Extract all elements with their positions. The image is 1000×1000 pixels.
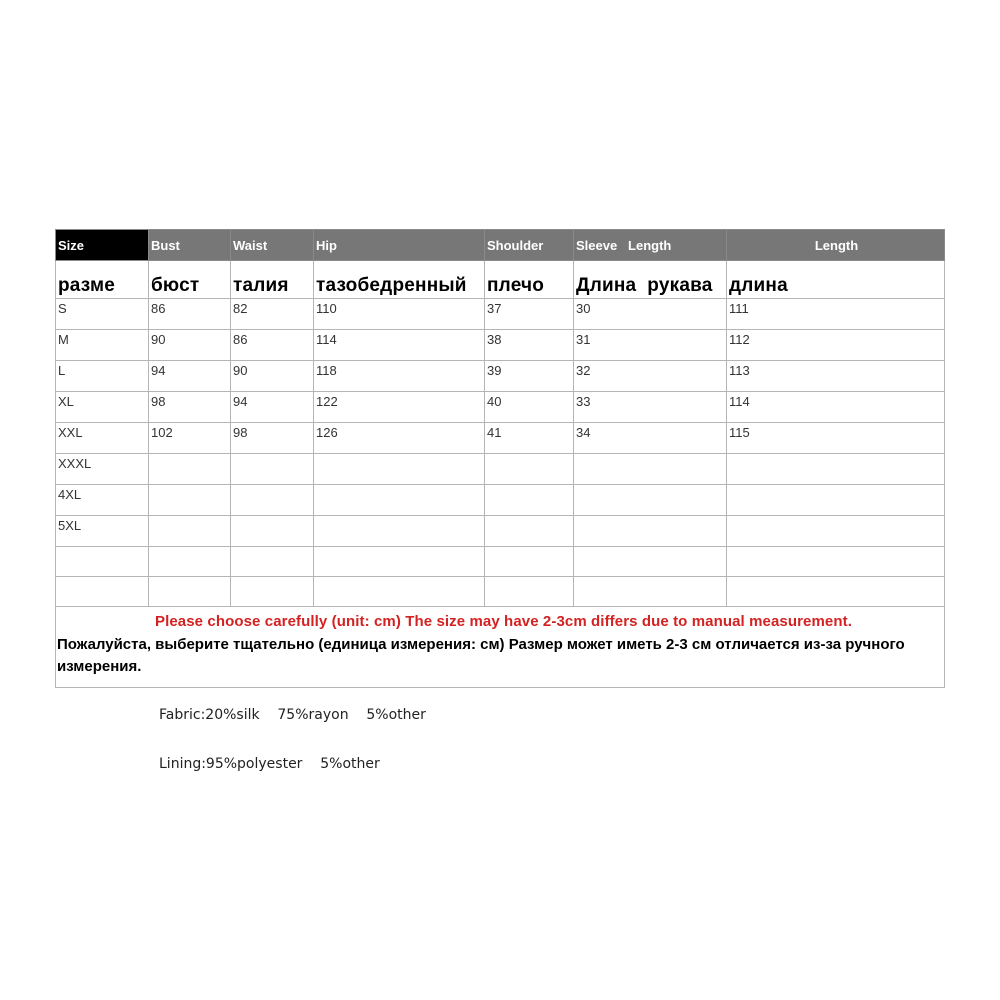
cell-size: [56, 547, 149, 577]
cell-sleeve-length: 33: [574, 392, 727, 423]
cell-sleeve-length: [574, 454, 727, 485]
cell-hip: [314, 547, 485, 577]
cell-shoulder: [485, 547, 574, 577]
cell-hip: 110: [314, 299, 485, 330]
cell-hip: 118: [314, 361, 485, 392]
header-shoulder: Shoulder: [485, 230, 574, 261]
cell-waist: [231, 577, 314, 607]
cell-size: 4XL: [56, 485, 149, 516]
cell-bust: [149, 454, 231, 485]
cell-length: [727, 454, 945, 485]
cell-sleeve-length: [574, 547, 727, 577]
notice-row: [56, 607, 945, 688]
header-ru-shoulder: плечо: [485, 261, 574, 299]
table-row: [56, 299, 945, 330]
cell-length: 114: [727, 392, 945, 423]
header-size: Size: [56, 230, 149, 261]
cell-sleeve-length: 32: [574, 361, 727, 392]
cell-bust: 90: [149, 330, 231, 361]
cell-size: S: [56, 299, 149, 330]
header-length: Length: [727, 230, 945, 261]
cell-shoulder: 41: [485, 423, 574, 454]
cell-sleeve-length: 31: [574, 330, 727, 361]
cell-hip: 122: [314, 392, 485, 423]
header-waist: Waist: [231, 230, 314, 261]
cell-size: L: [56, 361, 149, 392]
cell-shoulder: 39: [485, 361, 574, 392]
cell-waist: [231, 454, 314, 485]
cell-hip: [314, 485, 485, 516]
notice-ru: Пожалуйста, выберите тщательно (единица измерения: см) Размер может иметь 2-3 см отличается из-за ручного измерения.: [57, 636, 905, 675]
cell-sleeve-length: 34: [574, 423, 727, 454]
cell-shoulder: [485, 485, 574, 516]
cell-size: XXL: [56, 423, 149, 454]
cell-shoulder: 38: [485, 330, 574, 361]
header-ru-sleeve-length: Длина рукава: [574, 261, 727, 299]
cell-sleeve-length: 30: [574, 299, 727, 330]
cell-waist: [231, 485, 314, 516]
cell-size: XXXL: [56, 454, 149, 485]
size-table: [55, 229, 945, 688]
header-ru-length: длина: [727, 261, 945, 299]
size-chart: [55, 229, 944, 688]
header-bust: Bust: [149, 230, 231, 261]
header-hip: Hip: [314, 230, 485, 261]
cell-bust: 98: [149, 392, 231, 423]
cell-bust: [149, 485, 231, 516]
table-row: [56, 516, 945, 547]
header-ru-size: разме: [56, 261, 149, 299]
cell-waist: 98: [231, 423, 314, 454]
header-ru-hip: тазобедренный: [314, 261, 485, 299]
notice-cell: [56, 607, 945, 688]
cell-bust: [149, 577, 231, 607]
cell-length: [727, 547, 945, 577]
cell-shoulder: [485, 577, 574, 607]
cell-hip: [314, 454, 485, 485]
table-row: [56, 423, 945, 454]
cell-size: M: [56, 330, 149, 361]
header-row-ru: [56, 261, 945, 299]
header-row-en: [56, 230, 945, 261]
cell-bust: 94: [149, 361, 231, 392]
cell-sleeve-length: [574, 577, 727, 607]
fabric-composition: Fabric:20%silk 75%rayon 5%other: [159, 707, 426, 723]
table-row: [56, 361, 945, 392]
cell-waist: 94: [231, 392, 314, 423]
table-row: [56, 392, 945, 423]
lining-composition: Lining:95%polyester 5%other: [159, 756, 380, 772]
cell-shoulder: 40: [485, 392, 574, 423]
notice-en: Please choose carefully (unit: cm) The size may have 2-3cm differs due to manual measurement.: [154, 613, 853, 630]
cell-length: 111: [727, 299, 945, 330]
cell-waist: [231, 547, 314, 577]
cell-shoulder: [485, 454, 574, 485]
cell-bust: [149, 547, 231, 577]
cell-length: 113: [727, 361, 945, 392]
cell-sleeve-length: [574, 516, 727, 547]
cell-hip: [314, 516, 485, 547]
cell-length: 115: [727, 423, 945, 454]
cell-length: [727, 516, 945, 547]
table-row: [56, 330, 945, 361]
cell-size: XL: [56, 392, 149, 423]
cell-bust: [149, 516, 231, 547]
cell-length: 112: [727, 330, 945, 361]
table-row: [56, 454, 945, 485]
cell-waist: [231, 516, 314, 547]
cell-shoulder: 37: [485, 299, 574, 330]
cell-waist: 82: [231, 299, 314, 330]
table-row: [56, 547, 945, 577]
cell-size: [56, 577, 149, 607]
cell-waist: 86: [231, 330, 314, 361]
cell-shoulder: [485, 516, 574, 547]
cell-hip: 114: [314, 330, 485, 361]
cell-bust: 102: [149, 423, 231, 454]
header-ru-waist: талия: [231, 261, 314, 299]
cell-sleeve-length: [574, 485, 727, 516]
table-row: [56, 577, 945, 607]
header-sleeve-length: Sleeve Length: [574, 230, 727, 261]
cell-length: [727, 485, 945, 516]
cell-length: [727, 577, 945, 607]
cell-size: 5XL: [56, 516, 149, 547]
cell-waist: 90: [231, 361, 314, 392]
cell-hip: [314, 577, 485, 607]
cell-bust: 86: [149, 299, 231, 330]
header-ru-bust: бюст: [149, 261, 231, 299]
table-row: [56, 485, 945, 516]
cell-hip: 126: [314, 423, 485, 454]
